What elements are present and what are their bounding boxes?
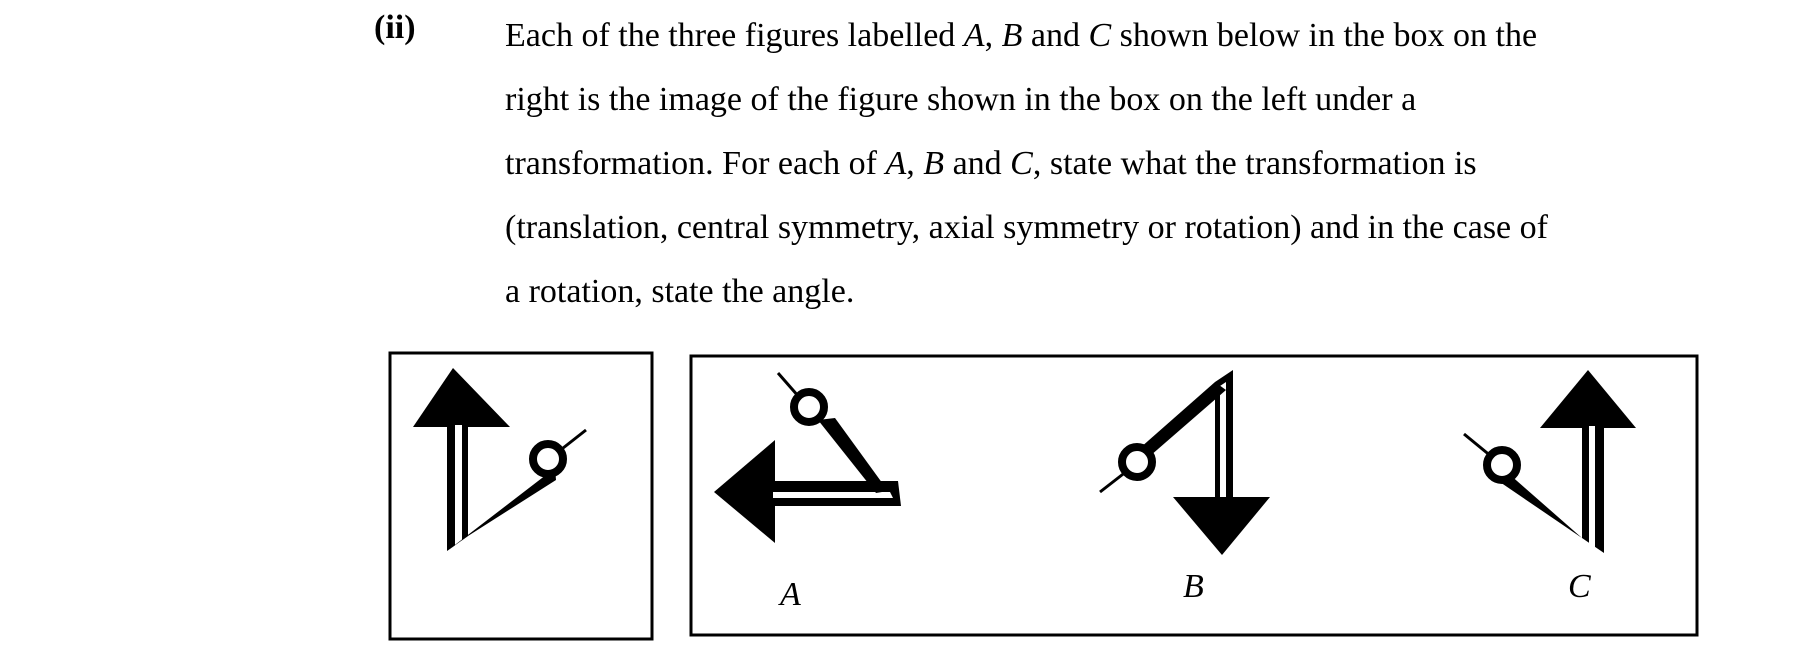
pivot-ring [533, 444, 563, 474]
figure-letter: B [923, 145, 945, 182]
arrow-stem-thin [1589, 426, 1595, 548]
original-arrow-figure [413, 368, 586, 551]
image-c-figure [1464, 370, 1636, 553]
pointer-tail [1464, 434, 1492, 457]
caption-b: B [1183, 568, 1204, 605]
arrow-head [1173, 497, 1270, 555]
arrow-head [714, 440, 775, 543]
arrow-head [1540, 370, 1636, 428]
text-run: right is the image of the figure shown in the box on the left under a [505, 81, 1417, 118]
image-b-figure [1100, 370, 1270, 555]
text-run: a rotation, state the angle. [505, 273, 855, 310]
pointer-tail [558, 430, 586, 452]
pointer-tail [778, 373, 799, 397]
text-run: and [944, 145, 1011, 182]
figure-letter: C [1088, 17, 1112, 54]
arrow-shaft [1140, 382, 1226, 456]
arrow-stem-thin [455, 425, 462, 551]
caption-c: C [1568, 568, 1591, 605]
arrow-head [413, 368, 510, 427]
image-a-figure [714, 373, 901, 543]
arrow-stem-thin [1220, 382, 1226, 500]
pivot-ring [1487, 450, 1517, 480]
text-run: (translation, central symmetry, axial symmetry or rotation) and in the case of [505, 209, 1548, 246]
text-run: Each of the three figures labelled [505, 17, 964, 54]
figure-letter: C [1010, 145, 1033, 182]
figure-letter: A [885, 145, 907, 182]
text-run: and [1022, 17, 1089, 54]
text-run: shown below in the box on the [1111, 17, 1538, 54]
question-part-label: (ii) [374, 9, 416, 46]
figure-letter: B [1001, 17, 1023, 54]
text-run: , [984, 17, 1002, 54]
figure-letter: A [963, 17, 985, 54]
text-run: , state what the transformation is [1032, 145, 1477, 182]
arrow-stem-gap [773, 492, 893, 498]
pointer-tail [1100, 471, 1127, 492]
text-run: , [906, 145, 924, 182]
text-run: transformation. For each of [505, 145, 886, 182]
caption-a: A [780, 576, 801, 613]
